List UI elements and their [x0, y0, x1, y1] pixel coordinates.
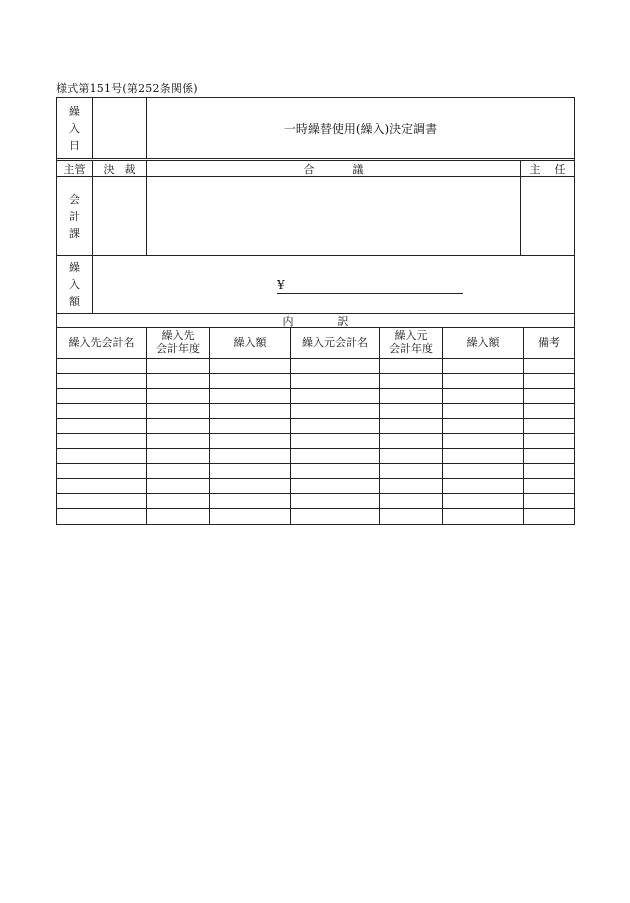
amount-label-char-2: 入 — [69, 278, 80, 291]
table-cell[interactable] — [210, 479, 291, 493]
shunin-char-1: 主 — [529, 162, 541, 176]
breakdown-rows — [57, 359, 574, 524]
table-cell[interactable] — [443, 389, 524, 403]
table-row — [57, 464, 574, 479]
table-cell[interactable] — [57, 464, 147, 478]
table-cell[interactable] — [443, 434, 524, 448]
table-cell[interactable] — [57, 434, 147, 448]
breakdown-header-row — [57, 328, 574, 359]
kessai-char-1: 決 — [103, 162, 115, 176]
table-cell[interactable] — [57, 419, 147, 433]
header-row — [57, 98, 574, 161]
form-title-text: 一時繰替使用(繰入)決定調書 — [283, 121, 438, 136]
decision-form — [56, 97, 575, 525]
shunin-stamp-box[interactable] — [521, 177, 574, 255]
table-cell[interactable] — [443, 494, 524, 508]
breakdown-title-row — [57, 314, 574, 328]
table-cell[interactable] — [380, 464, 443, 478]
table-cell[interactable] — [380, 434, 443, 448]
gigi-char-1: 合 — [303, 162, 315, 176]
col-src-account-label: 繰入元会計名 — [302, 335, 368, 349]
table-cell[interactable] — [524, 434, 574, 448]
table-cell[interactable] — [210, 389, 291, 403]
table-cell[interactable] — [147, 509, 210, 524]
table-cell[interactable] — [524, 359, 574, 373]
breakdown-title-char-2: 訳 — [337, 314, 349, 328]
table-cell[interactable] — [443, 449, 524, 463]
table-cell[interactable] — [291, 419, 380, 433]
col-dest-amount-label: 繰入額 — [233, 335, 267, 349]
approval-stamp-row — [57, 177, 574, 256]
table-cell[interactable] — [147, 464, 210, 478]
table-cell[interactable] — [291, 389, 380, 403]
table-cell[interactable] — [380, 359, 443, 373]
table-cell[interactable] — [147, 359, 210, 373]
table-cell[interactable] — [291, 479, 380, 493]
table-cell[interactable] — [147, 434, 210, 448]
table-cell[interactable] — [443, 464, 524, 478]
table-row — [57, 359, 574, 374]
table-cell[interactable] — [443, 359, 524, 373]
date-label-char-1: 繰 — [69, 104, 80, 118]
table-cell[interactable] — [147, 449, 210, 463]
table-row — [57, 374, 574, 389]
table-row — [57, 389, 574, 404]
table-cell[interactable] — [291, 509, 380, 524]
table-cell[interactable] — [291, 464, 380, 478]
date-label-char-3: 日 — [69, 138, 80, 152]
breakdown-title — [57, 314, 574, 327]
table-cell[interactable] — [380, 479, 443, 493]
amount-label-char-1: 繰 — [69, 261, 80, 274]
col-src-fiscal-year — [380, 328, 443, 358]
gigi-label — [147, 161, 521, 176]
yen-sign: ¥ — [277, 278, 285, 292]
kaikeika-char-1: 会 — [69, 192, 80, 206]
col-dest-account-label: 繰入先会計名 — [68, 335, 135, 349]
table-row — [57, 494, 574, 509]
col-remarks — [524, 328, 574, 358]
table-cell[interactable] — [291, 434, 380, 448]
table-cell[interactable] — [210, 509, 291, 524]
table-cell[interactable] — [524, 404, 574, 418]
table-cell[interactable] — [210, 359, 291, 373]
date-value-field[interactable] — [93, 98, 147, 158]
table-cell[interactable] — [57, 449, 147, 463]
table-cell[interactable] — [291, 404, 380, 418]
table-cell[interactable] — [147, 419, 210, 433]
shukan-label-text: 主管 — [63, 162, 86, 176]
table-cell[interactable] — [147, 479, 210, 493]
table-cell[interactable] — [524, 464, 574, 478]
col-src-account — [291, 328, 380, 358]
table-cell[interactable] — [57, 404, 147, 418]
table-cell[interactable] — [210, 434, 291, 448]
table-cell[interactable] — [380, 419, 443, 433]
date-label-char-2: 入 — [69, 121, 80, 135]
table-cell[interactable] — [524, 479, 574, 493]
table-cell[interactable] — [524, 494, 574, 508]
table-row — [57, 449, 574, 464]
shunin-char-2: 任 — [554, 162, 566, 176]
amount-underline — [277, 293, 463, 294]
col-src-fiscal-year-line-1: 繰入元 — [394, 329, 428, 343]
col-src-amount — [443, 328, 524, 358]
table-cell[interactable] — [524, 389, 574, 403]
table-cell[interactable] — [443, 479, 524, 493]
table-cell[interactable] — [147, 494, 210, 508]
table-cell[interactable] — [210, 464, 291, 478]
table-cell[interactable] — [57, 509, 147, 524]
table-cell[interactable] — [57, 374, 147, 388]
table-cell[interactable] — [443, 509, 524, 524]
table-cell[interactable] — [291, 449, 380, 463]
table-cell[interactable] — [380, 389, 443, 403]
table-cell[interactable] — [210, 374, 291, 388]
table-cell[interactable] — [147, 389, 210, 403]
amount-row — [57, 256, 574, 314]
kessai-label — [93, 161, 147, 176]
kaikeika-label — [57, 177, 93, 255]
table-cell[interactable] — [291, 359, 380, 373]
table-cell[interactable] — [380, 494, 443, 508]
table-cell[interactable] — [380, 374, 443, 388]
col-dest-fiscal-year-line-1: 繰入先 — [161, 329, 195, 343]
table-cell[interactable] — [524, 374, 574, 388]
col-dest-amount — [210, 328, 291, 358]
table-cell[interactable] — [524, 509, 574, 524]
table-cell[interactable] — [524, 449, 574, 463]
table-cell[interactable] — [147, 404, 210, 418]
form-caption: 様式第151号(第252条関係) — [56, 82, 198, 95]
table-cell[interactable] — [380, 449, 443, 463]
amount-field[interactable] — [93, 256, 574, 313]
col-dest-fiscal-year — [147, 328, 210, 358]
shukan-label — [57, 161, 93, 176]
col-remarks-label: 備考 — [538, 335, 560, 349]
table-cell[interactable] — [380, 404, 443, 418]
table-cell[interactable] — [291, 494, 380, 508]
gigi-char-2: 議 — [352, 162, 364, 176]
table-cell[interactable] — [443, 419, 524, 433]
table-cell[interactable] — [210, 494, 291, 508]
table-row — [57, 434, 574, 449]
kaikeika-char-2: 計 — [69, 209, 80, 223]
kessai-stamp-box[interactable] — [93, 177, 147, 255]
col-dest-fiscal-year-line-2: 会計年度 — [156, 342, 200, 355]
table-cell[interactable] — [443, 404, 524, 418]
table-cell[interactable] — [291, 374, 380, 388]
table-cell[interactable] — [210, 419, 291, 433]
col-dest-account — [57, 328, 147, 358]
kaikeika-char-3: 課 — [69, 226, 80, 240]
table-cell[interactable] — [57, 359, 147, 373]
table-cell[interactable] — [380, 509, 443, 524]
table-cell[interactable] — [57, 389, 147, 403]
kessai-char-2: 裁 — [124, 162, 136, 176]
amount-label — [57, 256, 93, 313]
approval-header-row — [57, 161, 574, 177]
table-row — [57, 479, 574, 494]
table-cell[interactable] — [57, 479, 147, 493]
shunin-label — [521, 161, 574, 176]
date-label — [57, 98, 93, 158]
gigi-stamp-box[interactable] — [147, 177, 521, 255]
table-row — [57, 404, 574, 419]
table-row — [57, 509, 574, 524]
form-title — [147, 98, 574, 158]
col-src-fiscal-year-line-2: 会計年度 — [389, 342, 433, 355]
table-cell[interactable] — [57, 494, 147, 508]
table-cell[interactable] — [443, 374, 524, 388]
table-cell[interactable] — [210, 449, 291, 463]
table-cell[interactable] — [524, 419, 574, 433]
table-cell[interactable] — [147, 374, 210, 388]
breakdown-title-char-1: 内 — [282, 314, 294, 328]
col-src-amount-label: 繰入額 — [466, 335, 500, 349]
table-cell[interactable] — [210, 404, 291, 418]
table-row — [57, 419, 574, 434]
amount-label-char-3: 額 — [69, 295, 80, 308]
